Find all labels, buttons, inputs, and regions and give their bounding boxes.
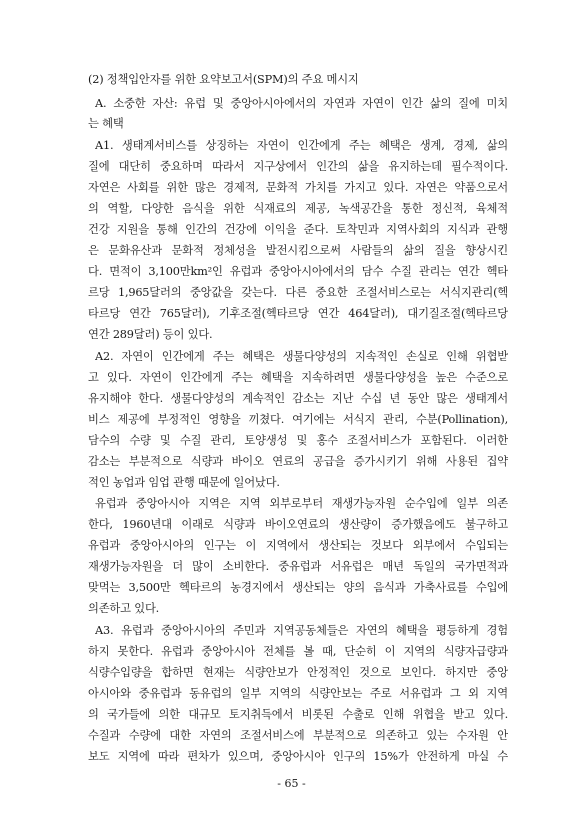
paragraph-a3-line: 의 국가들에 의한 대규모 토지취득에서 비롯된 수출로 인해 위협을 받고 있다.	[88, 708, 508, 721]
paragraph-a2-line: 감소는 부분적으로 식량과 바이오 연료의 공급을 증가시키기 위해 사용된 집약	[88, 455, 508, 468]
paragraph-a1-line: 르당 1,965달러의 중앙값을 갖는다. 다른 중요한 조절서비스로는 서식지관리(헥	[88, 286, 508, 299]
paragraph-a2-line: 비스 제공에 부정적인 영향을 끼쳤다. 여기에는 서식지 관리, 수분(Pollination),	[88, 413, 508, 426]
paragraph-a2-line: 유지해야 한다. 생물다양성의 계속적인 감소는 지난 수십 년 동안 많은 생태계서	[88, 392, 508, 405]
subsection-heading-a-cont: 는 혜택	[88, 117, 124, 130]
paragraph-a3-line: A3. 유럽과 중앙아시아의 주민과 지역공동체들은 자연의 혜택을 평등하게 경험	[95, 624, 508, 637]
paragraph-a1-line: 의 역할, 다양한 음식을 위한 식재료의 제공, 녹색공간을 통한 정신적, 육체적	[88, 202, 508, 215]
paragraph-a1-line: 연간 289달러) 등이 있다.	[88, 328, 213, 341]
paragraph-a1-line: 은 문화유산과 문화적 정체성을 발전시킴으로써 사람들의 삶의 질을 향상시킨	[88, 244, 508, 257]
paragraph-a2b-line: 의존하고 있다.	[88, 602, 160, 615]
paragraph-a2b-line: 유럽과 중앙아시아의 인구는 이 지역에서 생산되는 것보다 외부에서 수입되는	[88, 539, 508, 552]
paragraph-a1-line: 자연은 사회를 위한 많은 경제적, 문화적 가치를 가지고 있다. 자연은 약품으로서	[88, 181, 508, 194]
paragraph-a2-line: A2. 자연이 인간에게 주는 혜택은 생물다양성의 지속적인 손실로 인해 위협받	[95, 350, 508, 363]
paragraph-a1-line: 다. 면적이 3,100만km²인 유럽과 중앙아시아에서의 담수 수질 관리는 연간 헥타	[88, 265, 508, 278]
paragraph-a2b-line: 유럽과 중앙아시아 지역은 지역 외부로부터 재생가능자원 순수입에 일부 의존	[95, 497, 508, 510]
paragraph-a3-line: 식량수입량을 합하면 현재는 식량안보가 안정적인 것으로 보인다. 하지만 중앙	[88, 666, 508, 679]
paragraph-a2-line: 고 있다. 자연이 인간에게 주는 혜택을 지속하려면 생물다양성을 높은 수준으로	[88, 371, 508, 384]
paragraph-a2b-line: 재생가능자원을 더 많이 소비한다. 중유럽과 서유럽은 매년 독일의 국가면적과	[88, 560, 508, 573]
paragraph-a2-line: 담수의 수량 및 수질 관리, 토양생성 및 홍수 조절서비스가 포함된다. 이러한	[88, 434, 508, 447]
paragraph-a2b-line: 한다, 1960년대 이래로 식량과 바이오연료의 생산량이 증가했음에도 불구하고	[88, 518, 508, 531]
paragraph-a2b-line: 맞먹는 3,500만 헥타르의 농경지에서 생산되는 양의 음식과 가축사료를 수입에	[88, 581, 508, 594]
paragraph-a2-line: 적인 농업과 임업 관행 때문에 일어났다.	[88, 476, 280, 489]
paragraph-a1-line: 타르당 연간 765달러), 기후조절(헥타르당 연간 464달러), 대기질조절(헥타르당	[88, 307, 508, 320]
paragraph-a1-line: A1. 생태계서비스를 상징하는 자연이 인간에게 주는 혜택은 생계, 경제, 삶의	[95, 139, 508, 152]
subsection-heading-a: A. 소중한 자산: 유럽 및 중앙아시아에서의 자연과 자연이 인간 삶의 질에 미치	[95, 97, 508, 110]
paragraph-a3-line: 하지 못한다. 유럽과 중앙아시아 전체를 볼 때, 단순히 이 지역의 식량자급량과	[88, 645, 508, 658]
paragraph-a1-line: 질에 대단히 중요하며 따라서 지구상에서 인간의 삶을 유지하는데 필수적이다.	[88, 160, 508, 173]
paragraph-a3-line: 아시아와 중유럽과 동유럽의 일부 지역의 식량안보는 주로 서유럽과 그 외 지역	[88, 687, 508, 700]
page-number: - 65 -	[277, 777, 306, 790]
paragraph-a3-line: 수질과 수량에 대한 자연의 조절서비스에 부분적으로 의존하고 있는 수자원 안	[88, 729, 508, 742]
section-heading: (2) 정책입안자를 위한 요약보고서(SPM)의 주요 메시지	[88, 73, 359, 86]
paragraph-a3-line: 보도 지역에 따라 편차가 있으며, 중앙아시아 인구의 15%가 안전하게 마실 수	[88, 750, 508, 763]
paragraph-a1-line: 건강 지원을 통해 인간의 건강에 이익을 준다. 토착민과 지역사회의 지식과 관행	[88, 223, 508, 236]
